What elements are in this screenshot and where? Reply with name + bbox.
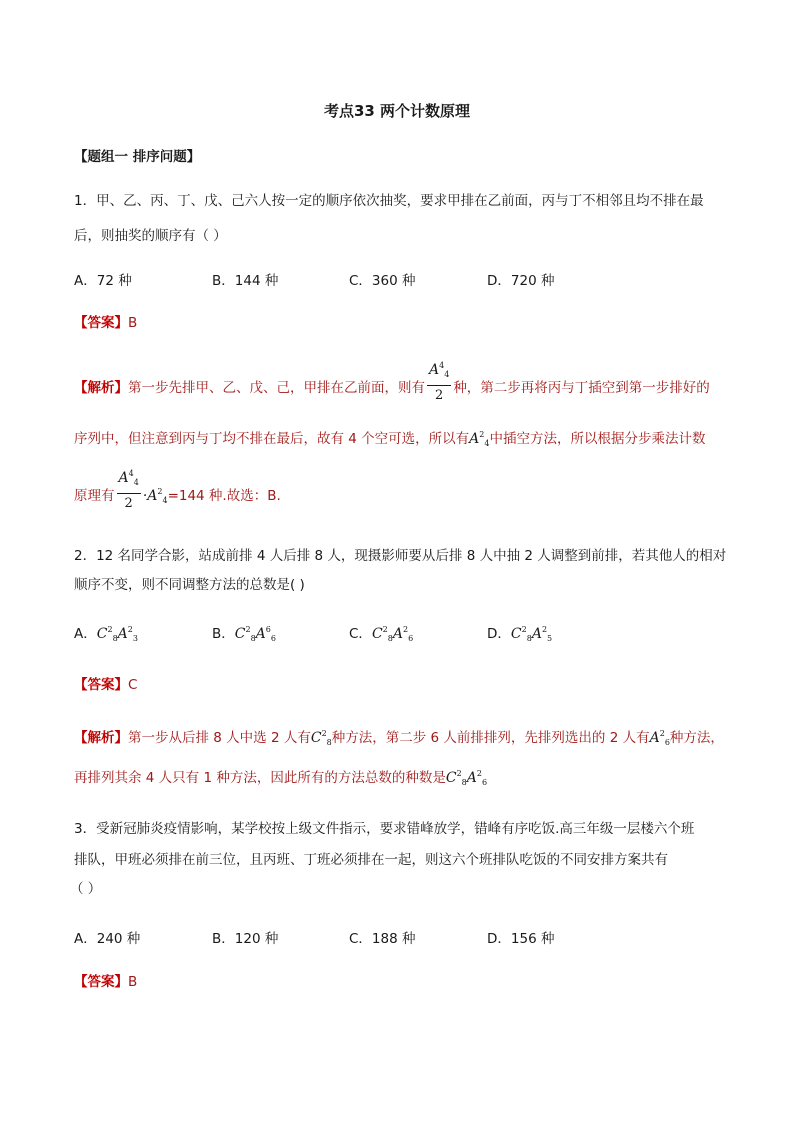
q1-analysis-line2: 序列中，但注意到丙与丁均不排在最后，故有 4 个空可选，所以有$A^2_4$中插空方法，所以根据分步乘法计数: [74, 430, 706, 448]
q1-answer-value: B: [128, 315, 138, 331]
q2-stem-line2: 顺序不变，则不同调整方法的总数是( ): [74, 577, 305, 593]
q1-option-d: D．720 种: [487, 273, 555, 289]
page-title: 考点33 两个计数原理: [323, 102, 471, 120]
q3-stem-line3: （ ）: [70, 881, 102, 897]
math-c82: $C^2_8$: [310, 729, 332, 747]
q1-answer: [74, 313, 137, 333]
q3-stem-line2: 排队，甲班必须排在前三位，且丙班、丁班必须排在一起，则这六个班排队吃饭的不同安排方案共有: [74, 852, 668, 868]
section-heading: 【题组一 排序问题】: [74, 149, 201, 165]
q2-answer-value: C: [128, 677, 138, 693]
q1-analysis-label: 【解析】: [74, 380, 128, 396]
q1-option-b: B．144 种: [212, 273, 279, 289]
q2-analysis-line1: 【解析】第一步从后排 8 人中选 2 人有$C^2_8$种方法，第二步 6 人前排排列，先排列选出的 2 人有$A^2_6$种方法，: [74, 729, 724, 747]
q2-answer: [74, 675, 137, 695]
q2-option-c: C．$C^2_8A^2_6$: [349, 625, 414, 643]
q2-stem-line1: 2．12 名同学合影，站成前排 4 人后排 8 人，现摄影师要从后排 8 人中抽 2 人调整到前排，若其他人的相对: [74, 548, 727, 564]
q3-option-a: A．240 种: [74, 931, 141, 947]
q2-option-a: A．$C^2_8A^2_3$: [74, 625, 138, 643]
q3-answer: [74, 972, 137, 992]
q3-option-b: B．120 种: [212, 931, 279, 947]
math-a42: $A^2_4$: [469, 430, 490, 448]
q2-option-d: D．$C^2_8A^2_5$: [487, 625, 553, 643]
q1-answer-label: 【答案】: [74, 315, 128, 331]
q2-option-b: B．$C^2_8A^6_6$: [212, 625, 276, 643]
q1-stem-line2: 后，则抽奖的顺序有（ ）: [74, 228, 227, 244]
q1-analysis-line1: 【解析】第一步先排甲、乙、戊、己，甲排在乙前面，则有 $\frac{A^4_4}{2}$ 种，第二步再将丙与丁插空到第一步排好的: [74, 370, 710, 406]
q2-analysis-label: 【解析】: [74, 730, 128, 746]
fraction-a44-over-2: $\frac{A^4_4}{2}$: [427, 356, 451, 406]
q1-stem-line1: 1．甲、乙、丙、丁、戊、己六人按一定的顺序依次抽奖，要求甲排在乙前面，丙与丁不相邻且均不排在最: [74, 193, 704, 209]
q3-answer-value: B: [128, 974, 138, 990]
math-c82-a62: $C^2_8A^2_6$: [445, 769, 488, 787]
q1-option-c: C．360 种: [349, 273, 416, 289]
q3-option-c: C．188 种: [349, 931, 416, 947]
q3-answer-label: 【答案】: [74, 974, 128, 990]
q2-analysis-line2: 再排列其余 4 人只有 1 种方法，因此所有的方法总数的种数是$C^2_8A^2_6$: [74, 769, 488, 787]
q3-option-d: D．156 种: [487, 931, 555, 947]
math-a42: $\cdot A^2_4$: [142, 487, 168, 505]
q3-stem-line1: 3．受新冠肺炎疫情影响，某学校按上级文件指示，要求错峰放学，错峰有序吃饭.高三年级一层楼六个班: [74, 821, 695, 837]
math-a62: $A^2_6$: [649, 729, 670, 747]
q1-analysis-line3: 原理有 $\frac{A^4_4}{2}$ $\cdot A^2_4=144$ 种.故选：B.: [74, 478, 281, 514]
q1-option-a: A．72 种: [74, 273, 132, 289]
q2-answer-label: 【答案】: [74, 677, 128, 693]
fraction-a44-over-2: $\frac{A^4_4}{2}$: [117, 464, 141, 514]
